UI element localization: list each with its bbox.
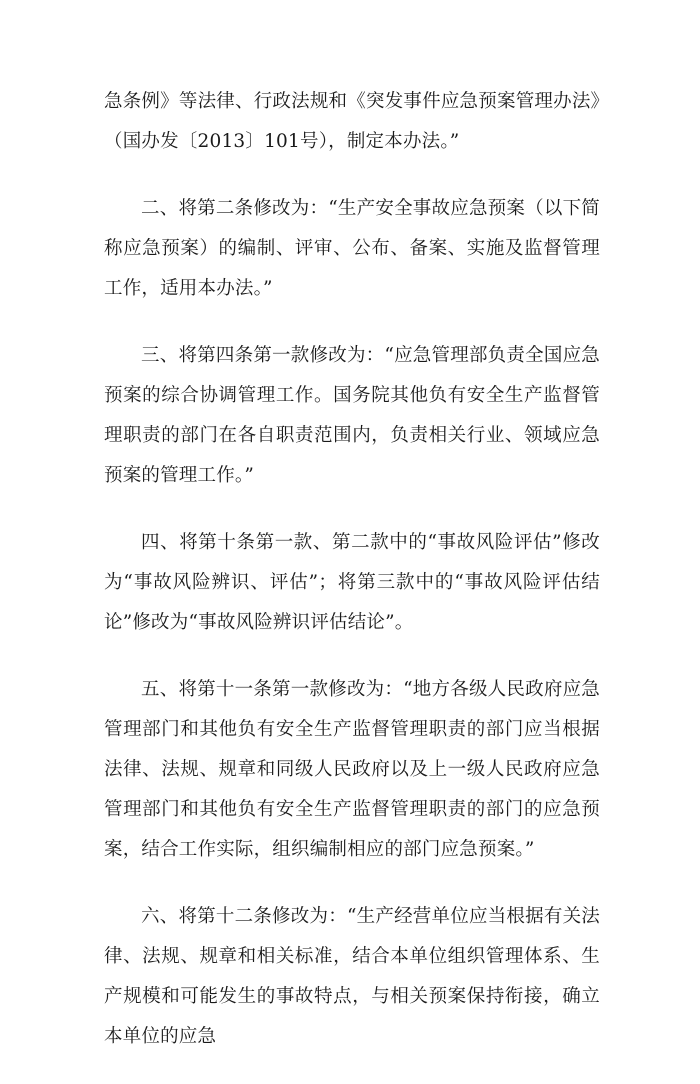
paragraph-article-4: 三、将第四条第一款修改为：“应急管理部负责全国应急预案的综合协调管理工作。国务院其他负有安全生产监督管理职责的部门在各自职责范围内，负责相关行业、领域应急预案的管理工作。” <box>104 345 600 486</box>
paragraph-continuation: 急条例》等法律、行政法规和《突发事件应急预案管理办法》（国办发〔2013〕101号），制定本办法。” <box>104 91 600 152</box>
paragraph-article-10: 四、将第十条第一款、第二款中的“事故风险评估”修改为“事故风险辨识、评估”；将第三款中的“事故风险评估结论”修改为“事故风险辨识评估结论”。 <box>104 532 600 633</box>
document-body <box>104 82 600 1084</box>
paragraph-article-12: 六、将第十二条修改为：“生产经营单位应当根据有关法律、法规、规章和相关标准，结合本单位组织管理体系、生产规模和可能发生的事故特点，与相关预案保持衔接，确立本单位的应急 <box>104 906 600 1047</box>
paragraph-article-11: 五、将第十一条第一款修改为：“地方各级人民政府应急管理部门和其他负有安全生产监督管理职责的部门应当根据法律、法规、规章和同级人民政府以及上一级人民政府应急管理部门和其他负有安全生产监督管理职责的部门的应急预案，结合工作实际，组织编制相应的部门应急预案。” <box>104 679 600 860</box>
paragraph-article-2: 二、将第二条修改为：“生产安全事故应急预案（以下简称应急预案）的编制、评审、公布、备案、实施及监督管理工作，适用本办法。” <box>104 198 600 299</box>
